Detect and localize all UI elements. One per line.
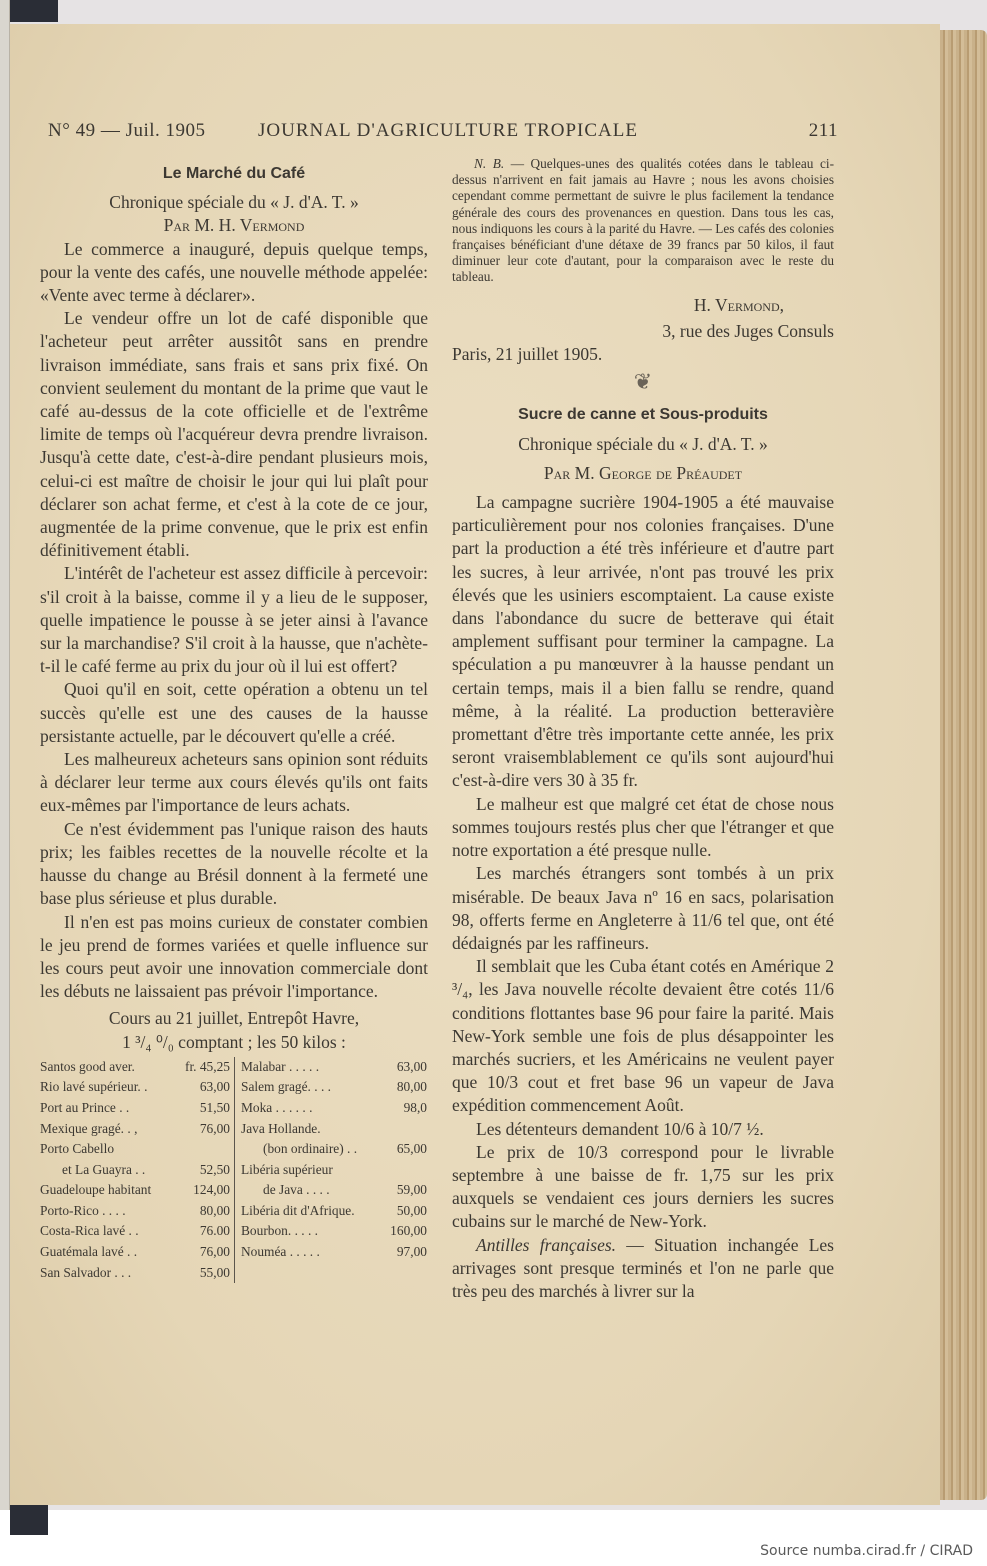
sugar-paragraph-antilles — [452, 1234, 834, 1304]
coffee-variety: (bon ordinaire) . . — [263, 1141, 358, 1157]
price-row — [40, 1201, 230, 1222]
coffee-paragraph: Quoi qu'il en soit, cette opération a obtenu un tel succès qu'elle est une des causes de la hausse persistante actuelle, par le découvert qu'elle a créé. — [40, 679, 428, 746]
coffee-paragraph: Les malheureux acheteurs sans opinion sont réduits à déclarer leur terme aux cours élevés qu'ils ont faits eux-mêmes par l'importance de leurs achats. — [40, 749, 428, 816]
sugar-paragraph: Le prix de 10/3 correspond pour le livrable septembre à une baisse de fr. 1,75 sur les prix auxquels se vendaient ces jours derniers les sucres cubains sur le marché de New-York. — [452, 1141, 834, 1232]
coffee-price: 51,50 — [199, 1099, 230, 1115]
coffee-subtitle: Chronique spéciale du « J. d'A. T. » — [109, 192, 359, 213]
coffee-variety: Porto Cabello — [40, 1141, 115, 1157]
coffee-price: 124,00 — [193, 1182, 230, 1198]
scan-corner-marker — [10, 1505, 48, 1535]
coffee-price: 63,00 — [199, 1079, 230, 1095]
coffee-variety: Bourbon. . . . . — [241, 1223, 318, 1239]
coffee-variety: Mexique gragé. . , — [40, 1120, 138, 1136]
price-row — [40, 1098, 230, 1119]
sugar-paragraph: Le malheur est que malgré cet état de chose nous sommes toujours restés plus cher que l'étranger et que notre exportation a été presque nulle. — [452, 793, 834, 861]
coffee-variety: de Java . . . . — [263, 1182, 330, 1198]
coffee-price: 98,0 — [403, 1099, 427, 1115]
coffee-variety: Libéria supérieur — [241, 1161, 333, 1177]
price-row — [40, 1139, 230, 1160]
coffee-variety: Nouméa . . . . . — [241, 1244, 320, 1260]
price-table-caption-terms: 1 ³/₄ ⁰/₀ comptant ; les 50 kilos : — [122, 1031, 346, 1052]
price-row — [241, 1221, 427, 1242]
price-row — [241, 1057, 427, 1078]
coffee-price: fr. 45,25 — [184, 1058, 230, 1074]
sugar-article-title: Sucre de canne et Sous-produits — [518, 406, 768, 424]
price-row — [241, 1139, 427, 1160]
nota-bene — [452, 156, 834, 286]
price-row — [40, 1160, 230, 1181]
nota-bene-text: — Quelques-unes des qualités cotées dans le tableau ci-dessus n'arrivent en fait jamais au Havre ; nous les avons choisies cependant comme permettant de suivre le plus facilement la tendance générale des cours des provenances en question. Dans tous les cas, nous indiquons les cours à la parité du Havre. — Les cafés des colonies françaises bénéficiant d'une détaxe de 39 francs par 50 kilos, il faut diminuer leur cote d'autant, pour la comparaison avec le reste du tableau. — [452, 156, 834, 285]
sugar-paragraph: La campagne sucrière 1904-1905 a été mauvaise particulièrement pour nos colonies françaises. D'une part la production a été très inférieure et d'autre part les sucres, à leur arrivée, n'ont pas trouvé les prix élevés que les usiniers escomptaient. La cause existe dans l'abondance du sucre de betterave qui était amplement suffisant pour terminer la campagne. La spéculation a pu manœuvrer à la hausse pendant un certain temps, mais il a bien fallu se rendre, quand même, à la réalité. La production betteravière promettant d'être très importante cette année, les prix seront vraisemblablement ce qu'ils sont aujourd'hui c'est-à-dire vers 30 à 35 fr. — [452, 492, 834, 791]
price-row — [40, 1221, 230, 1242]
sugar-paragraph: Il semblait que les Cuba étant cotés en Amérique 2 ³/₄, les Java nouvelle récolte devaient être cotés 11/6 conditions flottantes base 96 pour faire la parité. Mais New-York semble une fois de plus désappointer les marchés sucriers, et les Américains ne veulent payer que 10/3 cout et fret base 96 un vapeur de Java expédition commencement Août. — [452, 956, 834, 1116]
antilles-label: Antilles françaises. — [476, 1234, 617, 1255]
price-row — [241, 1180, 427, 1201]
coffee-price: 76,00 — [199, 1120, 230, 1136]
price-row — [40, 1077, 230, 1098]
coffee-variety: Porto-Rico . . . . — [40, 1202, 126, 1218]
coffee-price: 80,00 — [199, 1202, 230, 1218]
coffee-variety: Libéria dit d'Afrique. — [241, 1202, 355, 1218]
scan-corner-marker — [10, 0, 58, 22]
coffee-price: 63,00 — [396, 1058, 427, 1074]
coffee-price: 97,00 — [396, 1244, 427, 1260]
price-row — [241, 1119, 427, 1140]
coffee-variety: Rio lavé supérieur. . — [40, 1079, 148, 1095]
page-number: 211 — [808, 120, 838, 141]
coffee-paragraph: Le commerce a inauguré, depuis quelque temps, pour la vente des cafés, une nouvelle méthode appelée: «Vente avec terme à déclarer». — [40, 238, 428, 306]
price-row — [40, 1119, 230, 1140]
page-stack-edge — [940, 30, 987, 1500]
price-row — [241, 1201, 427, 1222]
coffee-price: 80,00 — [396, 1079, 427, 1095]
coffee-variety: Java Hollande. — [241, 1120, 321, 1136]
source-credit: Source numba.cirad.fr / CIRAD — [760, 1543, 973, 1559]
sugar-paragraph: Les détenteurs demandent 10/6 à 10/7 ½. — [476, 1118, 764, 1139]
sugar-subtitle: Chronique spéciale du « J. d'A. T. » — [518, 433, 768, 454]
antilles-text: — Situation inchangée Les arrivages sont presque terminés et l'on ne parle que très peu des marchés à livrer sur la — [452, 1234, 834, 1301]
coffee-dateline: Paris, 21 juillet 1905. — [452, 344, 603, 365]
coffee-article-title: Le Marché du Café — [162, 165, 306, 182]
price-row — [241, 1098, 427, 1119]
price-row — [40, 1263, 230, 1284]
coffee-paragraph: L'intérêt de l'acheteur est assez difficile à percevoir: s'il croit à la baisse, comme il y a lieu de le supposer, quelle impatience le pousse à se jeter ainsi à l'avance sur la marchandise? S'il croit à la hausse, que n'achète-t-il le café ferme au prix du jour où il lui est offert? — [40, 563, 428, 677]
coffee-signature: H. Vermond, — [693, 294, 784, 315]
coffee-variety: Guatémala lavé . . — [40, 1244, 138, 1260]
price-table-caption: Cours au 21 juillet, Entrepôt Havre, — [108, 1008, 360, 1029]
price-row — [241, 1242, 427, 1263]
coffee-variety: Guadeloupe habitant — [40, 1182, 152, 1198]
price-row — [40, 1057, 230, 1078]
coffee-price: 160,00 — [390, 1223, 427, 1239]
issue-info: N° 49 — Juil. 1905 — [48, 120, 206, 141]
coffee-paragraph: Le vendeur offre un lot de café disponible que l'acheteur peut arrêter aussitôt sans en prendre livraison immédiate, sans frais et sans prix fixé. On convient seulement du montant de la prime que vaut le café au-dessus de la cote officielle et de l'extrême limite de temps où l'acquéreur devra prendre livraison. Jusqu'à cette date, c'est-à-dire pendant plusieurs mois, celui-ci est maître de choisir le jour qui lui plaît pour déclarer son achat ferme, et c'est à la cote de ce jour, augmentée de la prime convenue, que le prix est enfin définitivement établi. — [40, 308, 428, 561]
book-binding-edge — [0, 0, 10, 1510]
coffee-paragraph: Ce n'est évidemment pas l'unique raison des hauts prix; les faibles recettes de la nouvelle récolte et la hausse du change au Brésil donnent à la fermeté une base plus sérieuse et plus durable. — [40, 818, 428, 909]
running-header — [48, 120, 838, 144]
coffee-price: 50,00 — [396, 1202, 427, 1218]
coffee-variety: Port au Prince . . — [40, 1099, 130, 1115]
sugar-byline: Par M. George de Préaudet — [543, 462, 743, 483]
coffee-price: 76.00 — [199, 1223, 230, 1239]
coffee-variety: Malabar . . . . . — [241, 1058, 320, 1074]
fleuron-ornament-icon: ❦ — [633, 369, 653, 395]
price-row — [40, 1180, 230, 1201]
price-table-left-column — [40, 1057, 235, 1284]
coffee-variety: et La Guayra . . — [62, 1161, 146, 1177]
coffee-price: 52,50 — [199, 1161, 230, 1177]
price-table-right-column — [235, 1057, 427, 1284]
price-row — [40, 1242, 230, 1263]
coffee-variety: Santos good aver. — [40, 1058, 135, 1074]
coffee-price: 59,00 — [396, 1182, 427, 1198]
coffee-price: 65,00 — [396, 1141, 427, 1157]
coffee-price: 76,00 — [199, 1244, 230, 1260]
coffee-price-table — [40, 1057, 428, 1284]
coffee-variety: Moka . . . . . . — [241, 1099, 313, 1115]
coffee-variety: Costa-Rica lavé . . — [40, 1223, 139, 1239]
coffee-paragraph: Il n'en est pas moins curieux de constater combien le jeu prend de formes variées et quelle influence sur les cours peut avoir une innovation commerciale dont les débuts ne laissaient pas prévoir l'importance. — [40, 911, 428, 1002]
coffee-variety: San Salvador . . . — [40, 1264, 132, 1280]
coffee-byline: Par M. H. Vermond — [163, 215, 305, 236]
sugar-paragraph: Les marchés étrangers sont tombés à un prix misérable. De beaux Java nº 16 en sacs, polarisation 98, offerts ferme en Angleterre à 11/6 tel que, ont été dédaignés par les raffineurs. — [452, 863, 834, 953]
coffee-price: 55,00 — [199, 1264, 230, 1280]
journal-title: JOURNAL D'AGRICULTURE TROPICALE — [258, 120, 638, 141]
coffee-address: 3, rue des Juges Consuls — [662, 320, 834, 341]
price-row — [241, 1160, 427, 1181]
coffee-variety: Salem gragé. . . . — [241, 1079, 331, 1095]
right-column — [452, 156, 834, 1303]
left-column — [40, 160, 428, 1283]
price-row — [241, 1077, 427, 1098]
nota-bene-label: N. B. — [474, 156, 505, 171]
